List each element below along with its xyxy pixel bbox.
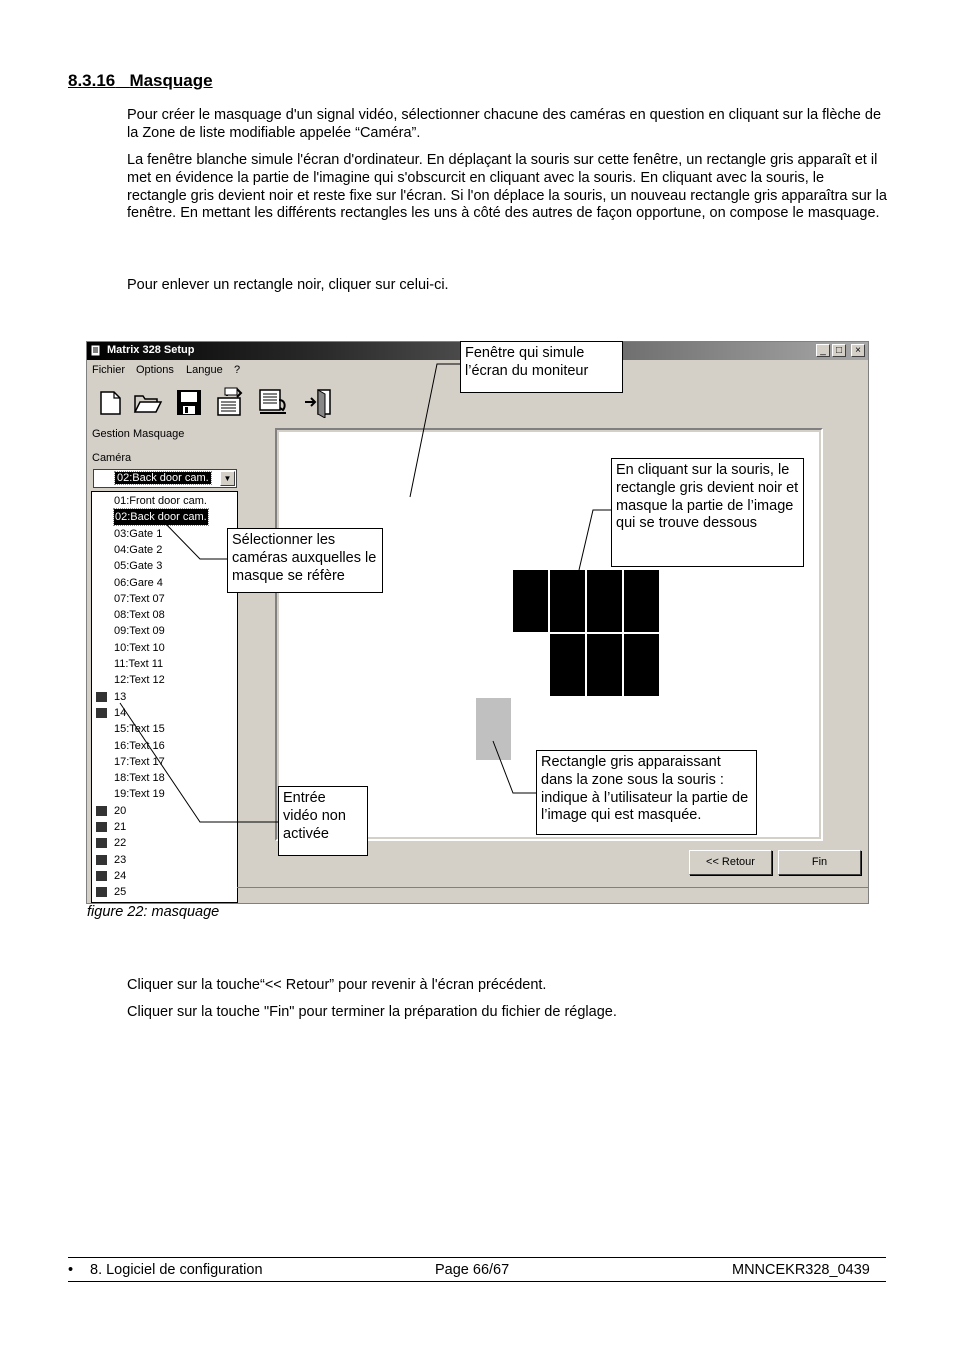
camera-list-item-label: 14 <box>114 706 127 719</box>
paragraph-explanation: La fenêtre blanche simule l'écran d'ordinateur. En déplaçant la souris sur cette fenêtre, un rectangle gris apparaît et il met en évidence la partie de l'imagine qui s'obscurcit en cliquant avec la souris. En cliquant avec la souris, le rectangle gris devient noir et reste fixe sur l'écran. Si l'on déplace la souris, un nouveau rectangle gris apparaîtra sur la fenêtre. En mettant les différents rectangles les uns à côté des autres de façon opportune, on compose le masquage. <box>127 152 887 222</box>
leader-gray <box>493 741 538 793</box>
camera-list-item-label: 02:Back door cam. <box>115 511 207 524</box>
camera-list-item-label: 09:Text 09 <box>114 625 165 638</box>
leader-inactive <box>120 703 280 822</box>
minimize-button[interactable]: _ <box>816 344 830 357</box>
back-button[interactable]: << Retour <box>689 850 772 875</box>
footer-top-rule <box>68 1257 886 1258</box>
menu-fichier[interactable]: Fichier <box>92 364 126 376</box>
camera-list-item-label: 16:Text 16 <box>114 739 165 752</box>
callout-click: En cliquant sur la souris, le rectangle gris devient noir et masque la partie de l’image qui se trouve dessous <box>611 458 804 567</box>
camera-list-item-label: 05:Gate 3 <box>114 560 163 573</box>
camera-list-item-label: 01:Front door cam. <box>114 495 207 507</box>
paragraph-remove: Pour enlever un rectangle noir, cliquer sur celui-ci. <box>127 277 449 293</box>
menu-options[interactable]: Options <box>136 364 174 376</box>
footer-bottom-rule <box>68 1281 886 1282</box>
camera-list-item-label: 12:Text 12 <box>114 674 165 687</box>
close-button[interactable]: × <box>851 344 865 357</box>
camera-list-item-label: 19:Text 19 <box>114 788 165 801</box>
leader-click <box>579 510 611 570</box>
section-title: Masquage <box>129 71 213 90</box>
callout-window: Fenêtre qui simule l’écran du moniteur <box>460 341 623 393</box>
camera-list-item-label: 17:Text 17 <box>114 755 165 768</box>
camera-list-item-label: 07:Text 07 <box>114 592 165 605</box>
footer-doc-id: MNNCEKR328_0439 <box>732 1262 870 1278</box>
camera-list-item-label: 13 <box>114 690 127 703</box>
camera-list-item-label: 06:Gare 4 <box>114 576 163 589</box>
camera-list-item-label: 24 <box>114 869 127 882</box>
footer-bullet: • <box>68 1262 74 1278</box>
camera-label: Caméra <box>92 452 132 464</box>
maximize-button[interactable]: □ <box>832 344 846 357</box>
leader-window <box>410 364 463 497</box>
camera-list-item-label: 22 <box>114 837 127 850</box>
camera-list-item-label: 10:Text 10 <box>114 641 165 654</box>
group-label: Gestion Masquage <box>92 428 185 440</box>
callout-gray: Rectangle gris apparaissant dans la zone sous la souris : indique à l’utilisateur la partie de l’image qui est masquée. <box>536 750 757 835</box>
camera-list-item-label: 18:Text 18 <box>114 772 165 785</box>
menu-langue[interactable]: Langue <box>186 364 223 376</box>
camera-list-item-label: 04:Gate 2 <box>114 543 163 556</box>
camera-list-item-label: 03:Gate 1 <box>114 527 163 540</box>
finish-button[interactable]: Fin <box>778 850 861 875</box>
chevron-down-icon[interactable]: ▼ <box>220 471 235 486</box>
camera-list-item-label: 11:Text 11 <box>114 658 164 670</box>
camera-list-item-label: 21 <box>114 821 127 833</box>
camera-list-item-label: 23 <box>114 853 127 866</box>
footer-chapter: 8. Logiciel de configuration <box>90 1262 263 1278</box>
callout-inactive: Entrée vidéo non activée <box>278 786 368 856</box>
leader-select <box>163 521 228 559</box>
paragraph-intro: Pour créer le masquage d'un signal vidéo, sélectionner chacune des caméras en question en cliquant sur la flèche de la Zone de liste modifiable appelée “Caméra”. <box>127 107 882 141</box>
camera-list-item-label: 08:Text 08 <box>114 609 165 622</box>
section-number: 8.3.16 <box>68 71 116 90</box>
camera-list-item-label: 25 <box>114 886 127 899</box>
callout-select: Sélectionner les caméras auxquelles le masque se réfère <box>227 528 383 593</box>
camera-list-item-label: 20 <box>114 804 127 817</box>
camera-combobox-value: 02:Back door cam. <box>117 472 209 484</box>
window-title: Matrix 328 Setup <box>107 344 195 356</box>
paragraph-finish: Cliquer sur la touche "Fin" pour terminer la préparation du fichier de réglage. <box>127 1004 617 1020</box>
paragraph-back: Cliquer sur la touche“<< Retour” pour revenir à l'écran précédent. <box>127 977 547 993</box>
figure-caption: figure 22: masquage <box>87 904 220 920</box>
menu-help[interactable]: ? <box>234 364 241 376</box>
camera-list-item-label: 15:Text 15 <box>114 723 165 736</box>
footer-page: Page 66/67 <box>435 1262 510 1278</box>
